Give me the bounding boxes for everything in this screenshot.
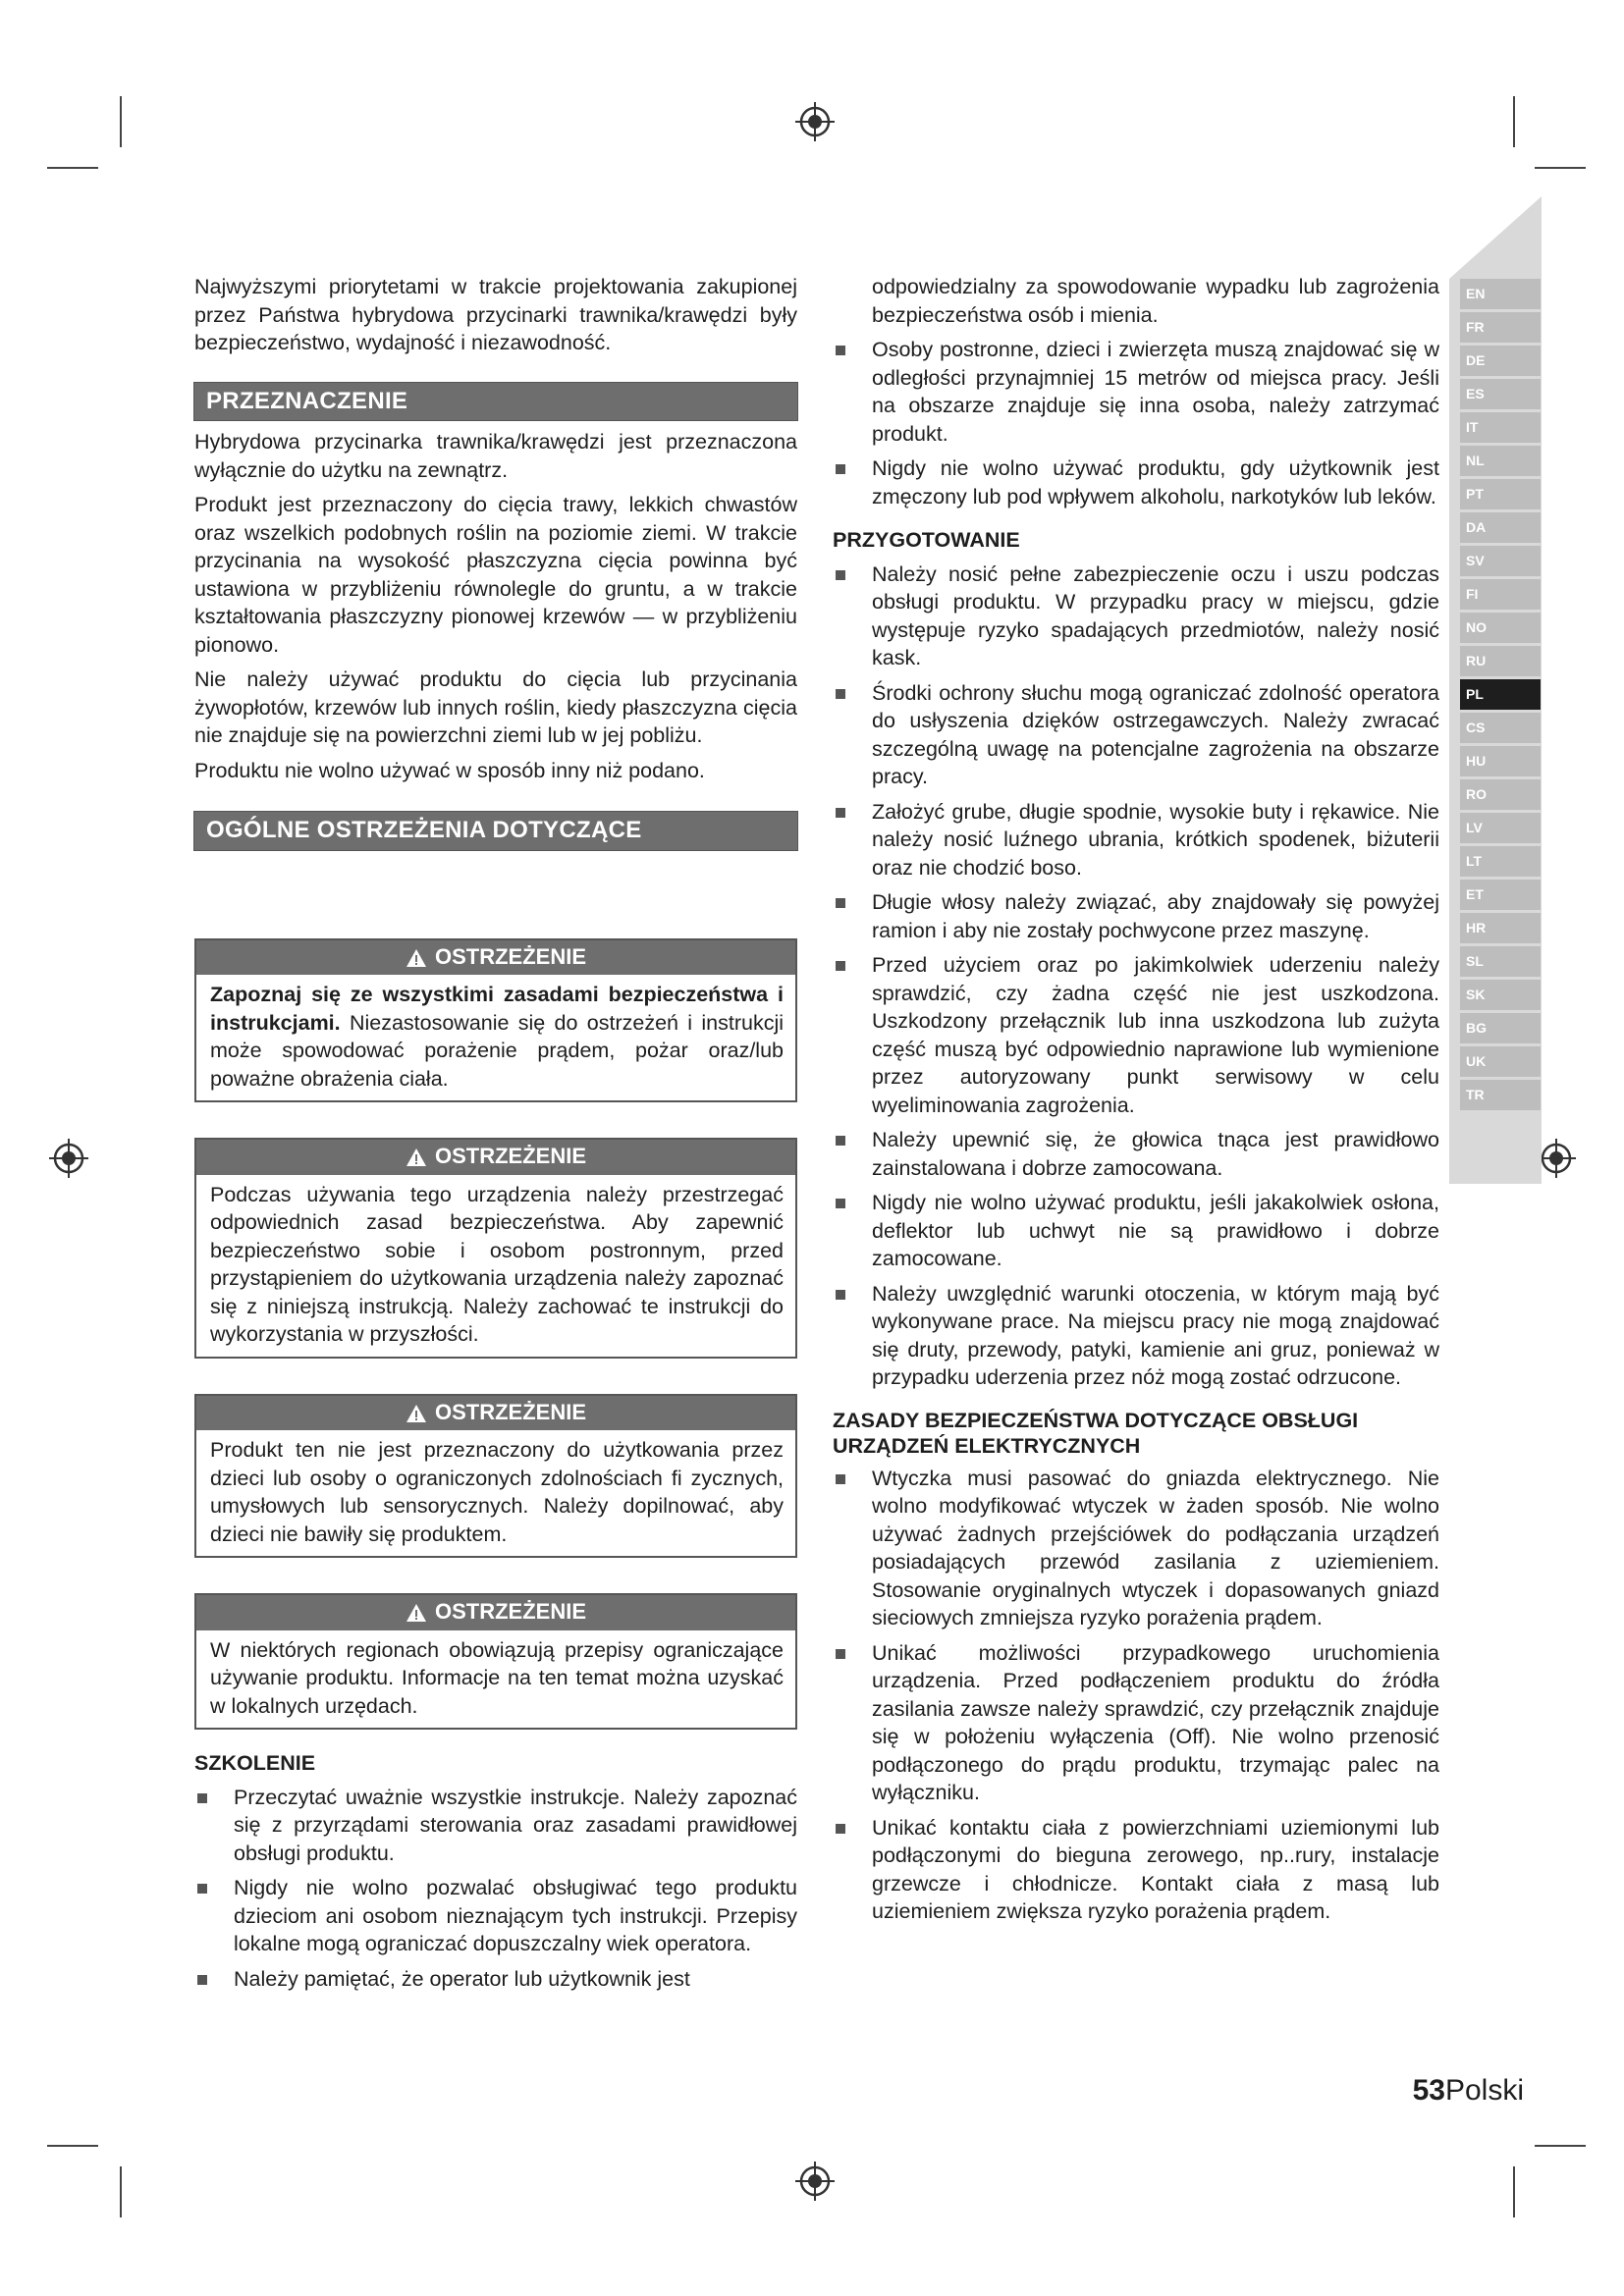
list-item [833, 798, 1439, 882]
section-title-zasady: ZASADY BEZPIECZEŃSTWA DOTYCZĄCE OBSŁUGI URZĄDZEŃ ELEKTRYCZNYCH [833, 1408, 1359, 1458]
language-tab-sv[interactable]: SV [1460, 546, 1541, 576]
list-item-text: Nigdy nie wolno pozwalać obsługiwać tego produktu dzieciom ani osobom nieznającym tych instrukcji. Przepisy lokalne mogą ograniczać dopuszczalny wiek operatora. [234, 1876, 797, 1955]
warning-text: Produkt ten nie jest przeznaczony do użytkowania przez dzieci lub osoby o ograniczonych zdolnościach fi zycznych, umysłowych lub sensorycznych. Należy dopilnować, aby dzieci nie bawiły się produktem. [210, 1438, 784, 1546]
warning-header [196, 1396, 795, 1431]
bullet-square-icon [836, 1474, 845, 1484]
registration-mark-icon [793, 100, 837, 143]
warning-text: W niektórych regionach obowiązują przepisy ograniczające używanie produktu. Informacje na ten temat można uzyskać w lokalnych urzędach. [210, 1637, 784, 1718]
language-tab-sl[interactable]: SL [1460, 946, 1541, 977]
warning-text: Niezastosowanie się do ostrzeżeń i instrukcji może spowodować porażenie prądem, pożar oraz/lub poważne obrażenia ciała. [210, 1010, 784, 1091]
intro-paragraph: Najwyższymi priorytetami w trakcie projektowania zakupionej przez Państwa hybrydowa przycinarki trawnika/krawędzi były bezpieczeństwo, wydajność i niezawodność. [194, 275, 797, 354]
bullet-square-icon [197, 1793, 207, 1803]
szkolenie-list [194, 1784, 797, 1994]
warning-body [196, 1430, 795, 1556]
language-tab-ro[interactable]: RO [1460, 779, 1541, 810]
list-item-text: Należy pamiętać, że operator lub użytkownik jest [234, 1966, 690, 1991]
warning-body [196, 1175, 795, 1357]
paragraph: Produktu nie wolno używać w sposób inny niż podano. [194, 758, 705, 782]
list-item [194, 1784, 797, 1868]
language-tab-nl[interactable]: NL [1460, 446, 1541, 476]
language-tab-es[interactable]: ES [1460, 379, 1541, 409]
warning-bold-text: Zapoznaj się ze wszystkimi zasadami bezpieczeństwa i instrukcjami. [210, 983, 784, 1035]
warning-title: OSTRZEŻENIE [434, 1144, 586, 1168]
paragraph: Hybrydowa przycinarka trawnika/krawędzi jest przeznaczona wyłącznie do użytku na zewnątrz. [194, 430, 797, 482]
warning-box [194, 1593, 797, 1730]
crop-mark [47, 2145, 98, 2147]
right-column [833, 273, 1439, 1933]
list-item-text: Nigdy nie wolno używać produktu, gdy użytkownik jest zmęczony lub pod wpływem alkoholu, narkotyków lub leków. [872, 456, 1439, 508]
language-tab-fi[interactable]: FI [1460, 579, 1541, 610]
warning-title: OSTRZEŻENIE [434, 943, 586, 969]
warning-title: OSTRZEŻENIE [434, 1599, 586, 1624]
list-item [833, 561, 1439, 672]
list-item-text: Wtyczka musi pasować do gniazda elektrycznego. Nie wolno modyfikować wtyczek w żaden sposób. Nie wolno używać żadnych przejściówek do podłączania urządzeń posiadających przewód zasilania z uziemieniem. Stosowanie oryginalnych wtyczek i dopasowanych gniazd sieciowych zmniejsza ryzyko porażenia prądem. [872, 1466, 1439, 1629]
list-item [833, 1814, 1439, 1926]
list-item-text: Nigdy nie wolno używać produktu, jeśli jakakolwiek osłona, deflektor lub uchwyt nie są prawidłowo i dobrze zamocowane. [872, 1191, 1439, 1270]
section-title-przeznaczenie: PRZEZNACZENIE [194, 383, 797, 421]
list-item-text: Przed użyciem oraz po jakimkolwiek uderzeniu należy sprawdzić, czy żadna część nie jest uszkodzona. Uszkodzony przełącznik lub inna uszkodzona lub zużyta część muszą być odpowiednio naprawione lub wymienione przez autoryzowany punkt serwisowy w celu wyeliminowania zagrożenia. [872, 953, 1439, 1117]
language-tab-de[interactable]: DE [1460, 346, 1541, 376]
language-tab-uk[interactable]: UK [1460, 1046, 1541, 1077]
list-item-text: Długie włosy należy związać, aby znajdowały się powyżej ramion i aby nie zostały pochwycone przez maszynę. [872, 890, 1439, 942]
bullet-list-c [833, 1465, 1439, 1926]
bullet-square-icon [836, 346, 845, 355]
warning-box [194, 1138, 797, 1359]
warning-triangle-icon [406, 1148, 427, 1167]
warning-triangle-icon [406, 1603, 427, 1623]
page-number-value: 53 [1412, 2074, 1445, 2107]
bullet-list-b [833, 561, 1439, 1392]
list-item-text: Unikać kontaktu ciała z powierzchniami uziemionymi lub podłączonymi do bieguna zerowego, np..rury, instalacje grzewcze i chłodnicze. Kontakt ciała z masą lub uziemieniem zwiększa ryzyko porażenia prądem. [872, 1815, 1439, 1923]
list-item-text: Osoby postronne, dzieci i zwierzęta muszą znajdować się w odległości przynajmniej 15 metrów od miejsca pracy. Jeśli na obszarze znajduje się inna osoba, należy zatrzymać produkt. [872, 338, 1439, 446]
language-tab-da[interactable]: DA [1460, 512, 1541, 543]
list-item-text: Przeczytać uważnie wszystkie instrukcje. Należy zapoznać się z przyrządami sterowania oraz zasadami prawidłowej obsługi produktu. [234, 1785, 797, 1865]
crop-mark [120, 2166, 122, 2217]
language-tab-hu[interactable]: HU [1460, 746, 1541, 776]
list-item-text: Założyć grube, długie spodnie, wysokie buty i rękawice. Nie należy nosić luźnego ubrania, krótkich spodenek, biżuterii oraz nie chodzić boso. [872, 799, 1439, 880]
crop-mark [120, 96, 122, 147]
bullet-square-icon [197, 1975, 207, 1985]
bullet-square-icon [836, 1290, 845, 1300]
language-tab-et[interactable]: ET [1460, 880, 1541, 910]
bullet-square-icon [836, 898, 845, 908]
language-tab-bg[interactable]: BG [1460, 1013, 1541, 1043]
warning-body [196, 975, 795, 1100]
bullet-square-icon [836, 689, 845, 699]
list-item-text: Należy upewnić się, że głowica tnąca jest prawidłowo zainstalowana i dobrze zamocowana. [872, 1128, 1439, 1180]
bullet-square-icon [836, 1649, 845, 1659]
warning-header [196, 1595, 795, 1630]
language-tab-it[interactable]: IT [1460, 412, 1541, 443]
list-item [194, 1874, 797, 1958]
list-item [833, 951, 1439, 1119]
warning-header [196, 1140, 795, 1175]
language-tabs [1460, 279, 1541, 1113]
language-tab-no[interactable]: NO [1460, 613, 1541, 643]
list-item-text: Należy nosić pełne zabezpieczenie oczu i uszu podczas obsługi produktu. W przypadku pracy w miejscu, gdzie występuje ryzyko spadających przedmiotów, należy nosić kask. [872, 561, 1439, 669]
language-tab-ru[interactable]: RU [1460, 646, 1541, 676]
list-item [833, 1280, 1439, 1392]
list-item [833, 1189, 1439, 1273]
bullet-list-a [833, 336, 1439, 510]
warning-text: Podczas używania tego urządzenia należy przestrzegać odpowiednich zasad bezpieczeństwa. Aby zapewnić bezpieczeństwo sobie i osobom postronnym, przed przystąpieniem do użytkowania urządzenia należy zapoznać się z niniejszą instrukcją. Należy zachować te instrukcji do wykorzystania w przyszłości. [210, 1182, 784, 1346]
warning-title: OSTRZEŻENIE [434, 1399, 586, 1424]
bullet-square-icon [836, 570, 845, 580]
warning-box [194, 938, 797, 1103]
section-title-ogolne: OGÓLNE OSTRZEŻENIA DOTYCZĄCE [194, 812, 797, 850]
section-title-szkolenie: SZKOLENIE [194, 1751, 316, 1775]
list-item [833, 1126, 1439, 1182]
list-item [833, 454, 1439, 510]
crop-mark [1535, 2145, 1586, 2147]
crop-mark [1513, 96, 1515, 147]
list-item-text: Środki ochrony słuchu mogą ograniczać zdolność operatora do usłyszenia dzięków ostrzegawczych. Należy zwracać szczególną uwagę na potencjalne zagrożenia na obszarze pracy. [872, 680, 1439, 788]
warning-body [196, 1630, 795, 1729]
language-tab-hr[interactable]: HR [1460, 913, 1541, 943]
language-tab-pt[interactable]: PT [1460, 479, 1541, 509]
list-item [194, 1965, 797, 1994]
page-language-label: Polski [1444, 2074, 1524, 2107]
list-item-text: Należy uwzględnić warunki otoczenia, w którym mają być wykonywane prace. Na miejscu pracy nie mogą znajdować się druty, przewody, patyki, kamienie ani gruz, ponieważ w przypadku uderzenia przez nóż mogą zostać odrzucone. [872, 1281, 1439, 1389]
language-tab-en[interactable]: EN [1460, 279, 1541, 309]
bullet-square-icon [836, 961, 845, 971]
paragraph: Produkt jest przeznaczony do cięcia trawy, lekkich chwastów oraz wszelkich podobnych roślin na poziomie ziemi. W trakcie przycinania na wysokość płaszczyzna cięcia powinna być ustawiona w przybliżeniu równolegle do gruntu, a w trakcie kształtowania płaszczyzny pionowej krzewów — w przybliżeniu pionowo. [194, 493, 797, 657]
list-item [833, 888, 1439, 944]
list-item-text: Unikać możliwości przypadkowego uruchomienia urządzenia. Przed podłączeniem produktu do źródła zasilania zawsze należy sprawdzić, czy przełącznik znajduje się w położeniu wyłączenia (Off). Nie wolno przenosić podłączonego do prądu produktu, trzymając palec na wyłączniku. [872, 1640, 1439, 1804]
list-item [833, 1465, 1439, 1632]
page-number [1413, 2074, 1524, 2108]
language-tab-fr[interactable]: FR [1460, 312, 1541, 343]
language-tab-lt[interactable]: LT [1460, 846, 1541, 877]
warning-triangle-icon [406, 948, 427, 968]
language-tab-sk[interactable]: SK [1460, 980, 1541, 1010]
registration-mark-icon [793, 2160, 837, 2203]
bullet-square-icon [836, 1136, 845, 1146]
warning-box [194, 1394, 797, 1559]
left-column [194, 273, 797, 2000]
warning-header [196, 940, 795, 976]
continuation-paragraph: odpowiedzialny za spowodowanie wypadku lub zagrożenia bezpieczeństwa osób i mienia. [872, 275, 1439, 327]
warning-triangle-icon [406, 1404, 427, 1423]
section-title-przygotowanie: PRZYGOTOWANIE [833, 528, 1020, 552]
bullet-square-icon [836, 1824, 845, 1834]
language-tab-cs[interactable]: CS [1460, 713, 1541, 743]
crop-mark [1535, 167, 1586, 169]
language-tab-tr[interactable]: TR [1460, 1080, 1541, 1110]
list-item [833, 1639, 1439, 1807]
paragraph: Nie należy używać produktu do cięcia lub przycinania żywopłotów, krzewów lub innych roślin, kiedy płaszczyzna cięcia nie znajduje się na powierzchni ziemi lub w jej pobliżu. [194, 667, 797, 747]
bullet-square-icon [836, 808, 845, 818]
bullet-square-icon [197, 1884, 207, 1894]
list-item [833, 679, 1439, 791]
language-tab-pl[interactable]: PL [1460, 679, 1541, 710]
bullet-square-icon [836, 1199, 845, 1208]
crop-mark [47, 167, 98, 169]
list-item [833, 336, 1439, 448]
language-tab-lv[interactable]: LV [1460, 813, 1541, 843]
crop-mark [1513, 2166, 1515, 2217]
bullet-square-icon [836, 464, 845, 474]
registration-mark-icon [47, 1137, 90, 1180]
